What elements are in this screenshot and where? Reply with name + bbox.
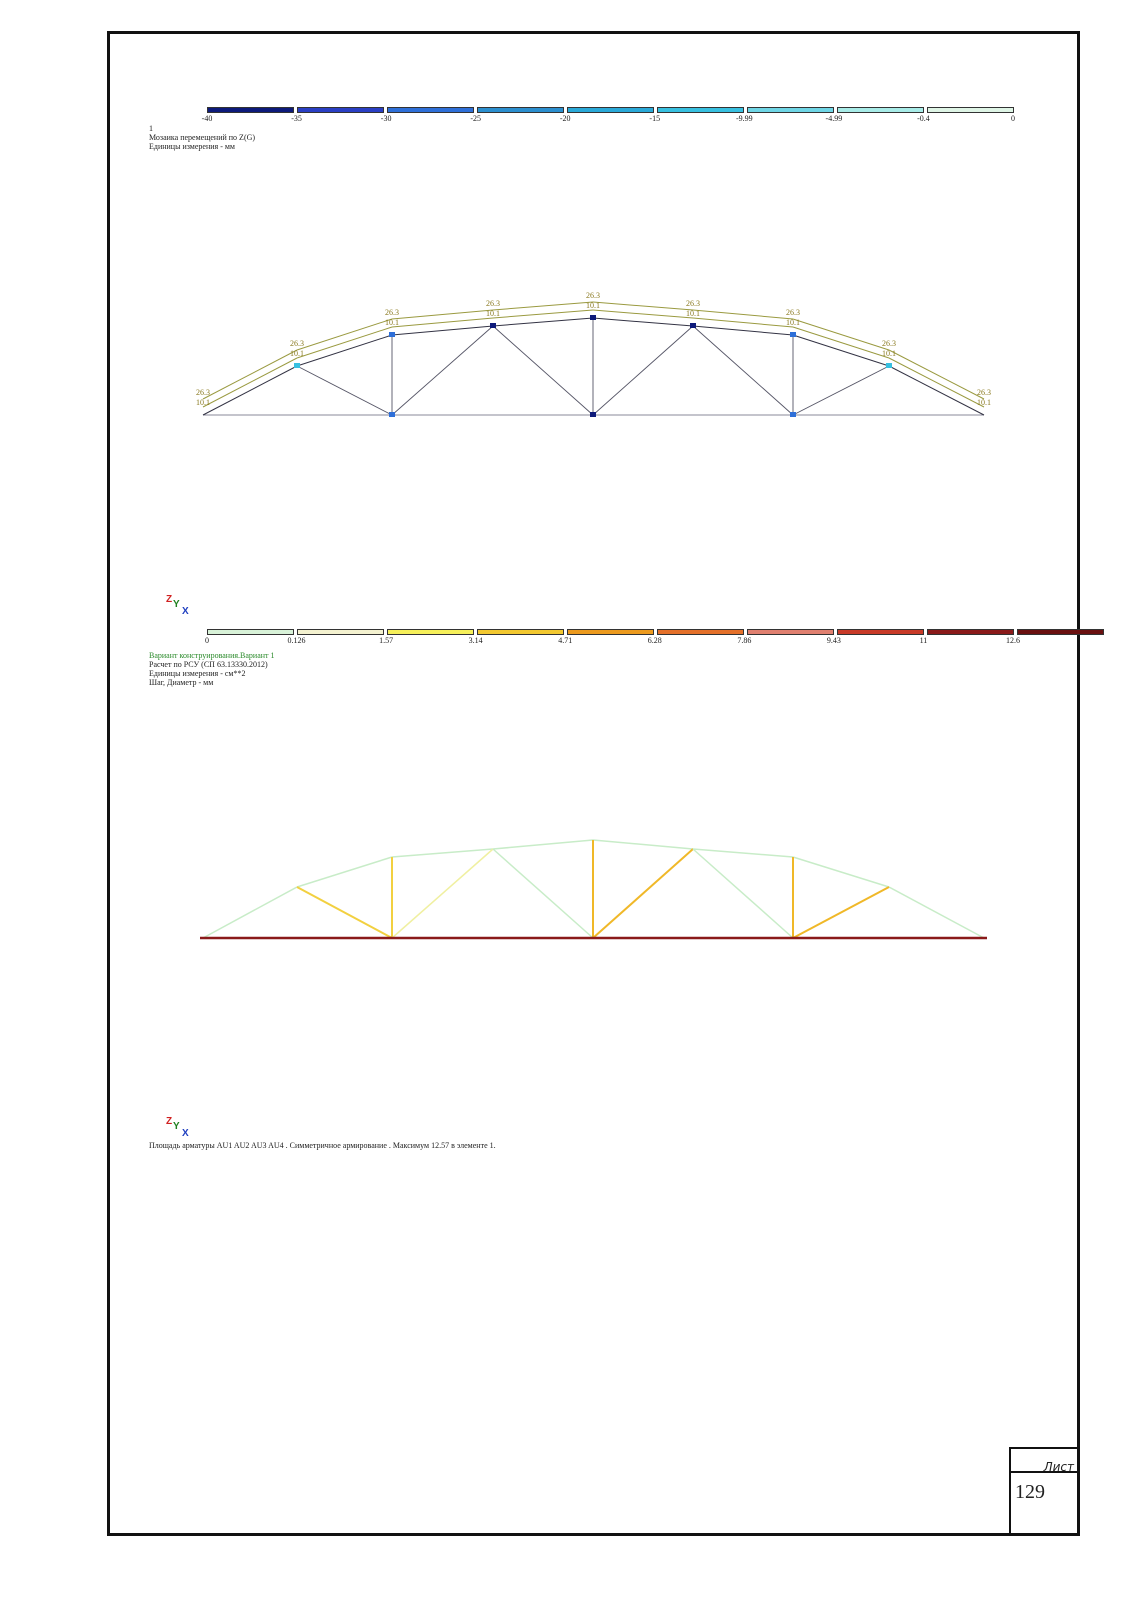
top-chord-segment xyxy=(493,318,593,326)
truss-node xyxy=(389,412,395,417)
caption-load-case: 1 xyxy=(149,124,153,133)
top-chord-segment xyxy=(203,366,297,415)
node-value-label: 10.1 xyxy=(196,398,210,407)
node-value-label: 10.1 xyxy=(290,349,304,358)
axis-y-label: Y xyxy=(173,1121,180,1132)
displacement-epure-line xyxy=(889,358,984,407)
legend-tick-label: 0 xyxy=(1011,114,1015,123)
caption-method: Расчет по РСУ (СП 63.13330.2012) xyxy=(149,660,268,669)
displacement-epure-line xyxy=(793,327,889,358)
legend-tick-label: 0 xyxy=(205,636,209,645)
truss-web-member xyxy=(493,326,593,415)
truss-web-member xyxy=(693,849,793,938)
truss-node xyxy=(490,323,496,328)
node-value-label: 26.3 xyxy=(196,388,210,397)
node-value-label: 10.1 xyxy=(977,398,991,407)
truss-web-member xyxy=(297,887,392,938)
node-value-label: 10.1 xyxy=(486,309,500,318)
truss-node xyxy=(886,363,892,368)
legend-tick-label: -4.99 xyxy=(825,114,843,123)
node-value-label: 26.3 xyxy=(882,339,896,348)
top-chord-segment xyxy=(493,840,593,849)
truss-node xyxy=(790,412,796,417)
displacement-epure-line xyxy=(693,310,793,319)
truss-web-member xyxy=(693,326,793,415)
node-value-label: 10.1 xyxy=(786,318,800,327)
axis-x-label: X xyxy=(182,606,189,617)
legend-tick-label: -9.99 xyxy=(735,114,753,123)
truss-node xyxy=(389,332,395,337)
truss-web-member xyxy=(793,366,889,415)
truss-node xyxy=(690,323,696,328)
axis-y-label: Y xyxy=(173,599,180,610)
top-chord-segment xyxy=(392,326,493,335)
node-value-label: 10.1 xyxy=(385,318,399,327)
displacement-epure-line xyxy=(203,358,297,407)
node-value-label: 26.3 xyxy=(977,388,991,397)
truss-node xyxy=(790,332,796,337)
top-chord-segment xyxy=(693,326,793,335)
truss-web-member xyxy=(593,849,693,938)
top-chord-segment xyxy=(889,366,984,415)
node-value-label: 26.3 xyxy=(290,339,304,348)
node-value-label: 10.1 xyxy=(686,309,700,318)
node-value-label: 26.3 xyxy=(686,299,700,308)
legend-tick-label: -15 xyxy=(649,114,661,123)
sheet-label: Лист xyxy=(1011,1449,1080,1473)
top-chord-segment xyxy=(593,840,693,849)
sheet-number-stamp xyxy=(1009,1447,1080,1536)
displacement-epure-line xyxy=(297,319,392,350)
displacement-epure-line xyxy=(693,318,793,327)
truss-web-member xyxy=(593,326,693,415)
displacement-epure-line xyxy=(392,310,493,319)
truss-node xyxy=(590,315,596,320)
legend-tick-label: -30 xyxy=(380,114,392,123)
legend-tick-label: 3.14 xyxy=(468,636,483,645)
node-value-label: 26.3 xyxy=(786,308,800,317)
reinforcement-footer-caption: Площадь арматуры AU1 AU2 AU3 AU4 . Симметричное армирование . Максимум 12.57 в элементе 1. xyxy=(149,1141,496,1150)
node-value-label: 10.1 xyxy=(882,349,896,358)
truss-web-member xyxy=(392,326,493,415)
truss-web-member xyxy=(392,849,493,938)
axis-x-label: X xyxy=(182,1128,189,1139)
legend-tick-label: 1.57 xyxy=(379,636,394,645)
axis-z-label: Z xyxy=(166,1116,173,1127)
legend-tick-label: -0.4 xyxy=(917,114,930,123)
displacement-epure-line xyxy=(593,310,693,318)
legend-tick-label: 9.43 xyxy=(826,636,841,645)
legend-tick-label: 12.6 xyxy=(1006,636,1020,645)
legend-tick-label: 0.126 xyxy=(287,636,306,645)
truss-web-member xyxy=(793,887,889,938)
displacement-epure-line xyxy=(493,302,593,310)
caption-variant: Вариант конструирования.Вариант 1 xyxy=(149,651,275,660)
node-value-label: 10.1 xyxy=(586,301,600,310)
displacement-epure-line xyxy=(392,318,493,327)
caption-title: Мозаика перемещений по Z(G) xyxy=(149,133,256,142)
node-value-label: 26.3 xyxy=(486,299,500,308)
caption-units: Единицы измерения - мм xyxy=(149,142,235,151)
displacement-epure-line xyxy=(297,327,392,358)
legend-tick-label: -40 xyxy=(201,114,213,123)
top-chord-segment xyxy=(793,857,889,887)
top-chord-segment xyxy=(793,335,889,366)
sheet-number: 129 xyxy=(1015,1481,1045,1503)
truss-web-member xyxy=(297,366,392,415)
caption-step: Шаг, Диаметр - мм xyxy=(149,678,214,687)
top-chord-segment xyxy=(297,857,392,887)
truss-node xyxy=(294,363,300,368)
legend-tick-label: -35 xyxy=(291,114,302,123)
legend-tick-label: -25 xyxy=(470,114,481,123)
displacement-epure-line xyxy=(493,310,593,318)
displacement-epure-line xyxy=(593,302,693,310)
legend-tick-label: -20 xyxy=(559,114,571,123)
displacement-epure-line xyxy=(203,350,297,399)
top-chord-segment xyxy=(889,887,984,938)
node-value-label: 26.3 xyxy=(385,308,399,317)
legend-tick-label: 4.71 xyxy=(558,636,573,645)
legend-tick-label: 11 xyxy=(919,636,928,645)
truss-web-member xyxy=(493,849,593,938)
truss-node xyxy=(590,412,596,417)
displacement-epure-line xyxy=(793,319,889,350)
caption-units: Единицы измерения - см**2 xyxy=(149,669,246,678)
top-chord-segment xyxy=(392,849,493,857)
top-chord-segment xyxy=(593,318,693,326)
legend-tick-label: 6.28 xyxy=(647,636,662,645)
top-chord-segment xyxy=(203,887,297,938)
node-value-label: 26.3 xyxy=(586,291,600,300)
axis-z-label: Z xyxy=(166,594,173,605)
legend-tick-label: 7.86 xyxy=(737,636,752,645)
displacement-epure-line xyxy=(889,350,984,399)
top-chord-segment xyxy=(693,849,793,857)
top-chord-segment xyxy=(297,335,392,366)
